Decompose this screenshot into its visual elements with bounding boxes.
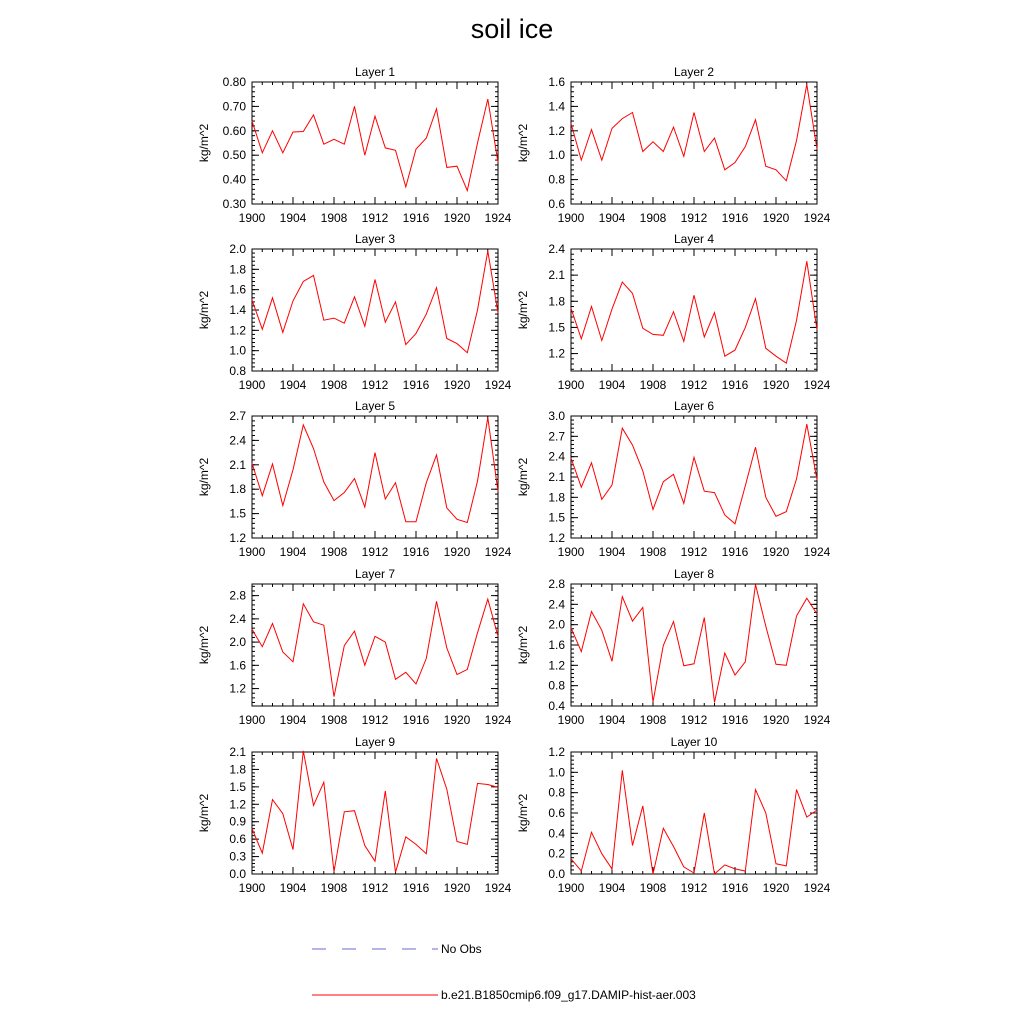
- plot-frame-layer-7: [252, 584, 498, 706]
- x-tick-label: 1916: [402, 211, 430, 225]
- y-tick-label: 1.2: [548, 658, 565, 673]
- x-tick-label: 1920: [762, 378, 790, 392]
- x-tick-label: 1920: [443, 211, 471, 225]
- legend-model-label: b.e21.B1850cmip6.f09_g17.DAMIP-hist-aer.003: [441, 988, 696, 1002]
- y-tick-label: 1.2: [229, 797, 246, 812]
- y-tick-label: 0.6: [229, 832, 246, 847]
- legend-obs-line: [312, 944, 442, 954]
- x-tick-label: 1920: [443, 545, 471, 559]
- x-tick-label: 1920: [443, 378, 471, 392]
- panel-title-layer-5: Layer 5: [354, 399, 396, 413]
- series-line-layer-1: [252, 99, 498, 191]
- x-tick-label: 1908: [639, 378, 667, 392]
- y-tick-label: 2.7: [229, 409, 246, 423]
- x-tick-label: 1904: [598, 378, 626, 392]
- y-tick-label: 2.0: [229, 242, 246, 256]
- x-tick-label: 1916: [721, 378, 749, 392]
- x-tick-label: 1904: [279, 211, 307, 225]
- x-tick-label: 1916: [721, 211, 749, 225]
- x-tick-label: 1916: [402, 378, 430, 392]
- y-tick-label: 2.4: [229, 433, 246, 448]
- x-tick-label: 1920: [762, 211, 790, 225]
- x-tick-label: 1900: [238, 545, 266, 559]
- y-tick-label: 2.1: [229, 745, 246, 759]
- y-axis-label-layer-4: kg/m^2: [516, 290, 530, 330]
- y-tick-label: 1.2: [229, 681, 246, 696]
- y-tick-label: 1.6: [229, 658, 246, 673]
- x-tick-label: 1924: [484, 713, 512, 727]
- y-tick-label: 0.3: [229, 849, 246, 864]
- y-tick-label: 1.8: [548, 294, 565, 309]
- series-line-layer-8: [571, 585, 817, 703]
- x-tick-label: 1916: [402, 713, 430, 727]
- x-tick-label: 1912: [680, 545, 708, 559]
- y-tick-label: 3.0: [548, 409, 565, 423]
- series-line-layer-9: [252, 751, 498, 873]
- series-line-layer-3: [252, 251, 498, 353]
- y-tick-label: 0.2: [548, 846, 565, 861]
- y-axis-label-layer-10: kg/m^2: [516, 793, 530, 833]
- y-tick-label: 2.1: [548, 268, 565, 283]
- x-tick-label: 1912: [361, 211, 389, 225]
- x-tick-label: 1912: [680, 211, 708, 225]
- panel-title-layer-7: Layer 7: [354, 567, 396, 581]
- x-tick-label: 1908: [320, 378, 348, 392]
- x-tick-label: 1904: [598, 881, 626, 895]
- x-tick-label: 1908: [320, 211, 348, 225]
- x-tick-label: 1924: [803, 378, 831, 392]
- y-tick-label: 2.4: [548, 597, 565, 612]
- y-tick-label: 1.2: [548, 123, 565, 138]
- x-tick-label: 1900: [557, 881, 585, 895]
- y-tick-label: 0.9: [229, 814, 246, 829]
- y-tick-label: 1.8: [229, 262, 246, 277]
- y-tick-label: 1.0: [229, 343, 246, 358]
- y-tick-label: 0.60: [222, 123, 246, 138]
- x-tick-label: 1916: [402, 545, 430, 559]
- x-tick-label: 1912: [361, 545, 389, 559]
- x-tick-label: 1900: [557, 545, 585, 559]
- x-tick-label: 1904: [279, 545, 307, 559]
- panel-title-layer-10: Layer 10: [670, 735, 718, 749]
- x-tick-label: 1904: [598, 713, 626, 727]
- x-tick-label: 1908: [320, 881, 348, 895]
- x-tick-label: 1904: [279, 378, 307, 392]
- y-tick-label: 1.5: [229, 506, 246, 521]
- y-tick-label: 1.5: [548, 510, 565, 525]
- x-tick-label: 1916: [402, 881, 430, 895]
- legend-model-line: [312, 990, 442, 1000]
- panel-title-layer-2: Layer 2: [673, 65, 715, 79]
- x-tick-label: 1908: [320, 545, 348, 559]
- y-tick-label: 2.8: [548, 577, 565, 591]
- series-line-layer-10: [571, 770, 817, 874]
- y-tick-label: 1.6: [548, 75, 565, 89]
- y-tick-label: 1.5: [229, 779, 246, 794]
- y-tick-label: 1.0: [548, 765, 565, 780]
- y-tick-label: 1.2: [548, 745, 565, 759]
- x-tick-label: 1912: [361, 881, 389, 895]
- plot-frame-layer-1: [252, 82, 498, 204]
- y-tick-label: 2.4: [229, 611, 246, 626]
- panel-title-layer-1: Layer 1: [354, 65, 396, 79]
- x-tick-label: 1908: [639, 211, 667, 225]
- y-tick-label: 0.8: [548, 785, 565, 800]
- x-tick-label: 1908: [320, 713, 348, 727]
- y-tick-label: 0.8: [548, 172, 565, 187]
- y-tick-label: 1.2: [548, 531, 565, 545]
- x-tick-label: 1900: [238, 378, 266, 392]
- series-line-layer-7: [252, 599, 498, 697]
- x-tick-label: 1900: [557, 378, 585, 392]
- y-tick-label: 2.4: [548, 449, 565, 464]
- y-tick-label: 2.8: [229, 588, 246, 603]
- x-tick-label: 1904: [279, 881, 307, 895]
- x-tick-label: 1916: [721, 713, 749, 727]
- series-line-layer-5: [252, 418, 498, 523]
- y-axis-label-layer-1: kg/m^2: [197, 123, 211, 163]
- x-tick-label: 1924: [803, 211, 831, 225]
- x-tick-label: 1900: [238, 881, 266, 895]
- x-tick-label: 1920: [443, 713, 471, 727]
- y-tick-label: 1.2: [229, 531, 246, 545]
- y-tick-label: 1.4: [548, 99, 565, 114]
- y-tick-label: 1.2: [548, 346, 565, 361]
- y-axis-label-layer-2: kg/m^2: [516, 123, 530, 163]
- x-tick-label: 1924: [803, 545, 831, 559]
- y-axis-label-layer-9: kg/m^2: [197, 793, 211, 833]
- x-tick-label: 1912: [680, 378, 708, 392]
- x-tick-label: 1912: [680, 713, 708, 727]
- plot-frame-layer-9: [252, 752, 498, 874]
- x-tick-label: 1920: [762, 545, 790, 559]
- x-tick-label: 1904: [279, 713, 307, 727]
- x-tick-label: 1924: [803, 713, 831, 727]
- x-tick-label: 1900: [238, 211, 266, 225]
- y-tick-label: 2.0: [229, 635, 246, 650]
- plot-frame-layer-6: [571, 416, 817, 538]
- panel-title-layer-6: Layer 6: [673, 399, 715, 413]
- y-tick-label: 1.5: [548, 320, 565, 335]
- plot-frame-layer-8: [571, 584, 817, 706]
- x-tick-label: 1920: [443, 881, 471, 895]
- y-tick-label: 2.0: [548, 617, 565, 632]
- y-tick-label: 0.4: [548, 699, 565, 713]
- x-tick-label: 1920: [762, 881, 790, 895]
- panel-title-layer-3: Layer 3: [354, 232, 396, 246]
- y-tick-label: 2.1: [229, 457, 246, 472]
- panel-title-layer-8: Layer 8: [673, 567, 715, 581]
- y-tick-label: 0.0: [229, 867, 246, 881]
- figure-title: soil ice: [470, 14, 554, 44]
- plot-frame-layer-3: [252, 249, 498, 371]
- plot-frame-layer-5: [252, 416, 498, 538]
- y-tick-label: 1.8: [229, 762, 246, 777]
- panel-title-layer-9: Layer 9: [354, 735, 396, 749]
- y-axis-label-layer-7: kg/m^2: [197, 625, 211, 665]
- panel-title-layer-4: Layer 4: [673, 232, 715, 246]
- y-axis-label-layer-5: kg/m^2: [197, 457, 211, 497]
- y-tick-label: 0.40: [222, 172, 246, 187]
- y-tick-label: 2.4: [548, 242, 565, 256]
- x-tick-label: 1900: [557, 713, 585, 727]
- y-tick-label: 0.8: [548, 678, 565, 693]
- y-tick-label: 0.6: [548, 197, 565, 211]
- y-tick-label: 0.6: [548, 806, 565, 820]
- x-tick-label: 1904: [598, 545, 626, 559]
- y-tick-label: 0.30: [222, 197, 246, 211]
- y-tick-label: 2.1: [548, 470, 565, 484]
- y-tick-label: 0.70: [222, 99, 246, 114]
- x-tick-label: 1924: [484, 881, 512, 895]
- y-tick-label: 0.0: [548, 867, 565, 881]
- y-tick-label: 0.80: [222, 75, 246, 89]
- y-tick-label: 1.8: [229, 482, 246, 497]
- x-tick-label: 1924: [484, 545, 512, 559]
- y-tick-label: 1.4: [229, 303, 246, 317]
- x-tick-label: 1904: [598, 211, 626, 225]
- legend-obs-label: No Obs: [441, 942, 482, 956]
- y-tick-label: 2.7: [548, 429, 565, 444]
- y-tick-label: 0.50: [222, 148, 246, 163]
- y-tick-label: 1.6: [229, 282, 246, 297]
- y-tick-label: 1.8: [548, 490, 565, 505]
- y-tick-label: 1.2: [229, 323, 246, 338]
- x-tick-label: 1924: [484, 211, 512, 225]
- x-tick-label: 1908: [639, 545, 667, 559]
- x-tick-label: 1912: [361, 713, 389, 727]
- x-tick-label: 1912: [361, 378, 389, 392]
- plot-frame-layer-2: [571, 82, 817, 204]
- x-tick-label: 1912: [680, 881, 708, 895]
- x-tick-label: 1908: [639, 881, 667, 895]
- y-tick-label: 0.8: [229, 364, 246, 378]
- x-tick-label: 1916: [721, 545, 749, 559]
- y-axis-label-layer-6: kg/m^2: [516, 457, 530, 497]
- plot-frame-layer-10: [571, 752, 817, 874]
- y-tick-label: 1.6: [548, 638, 565, 652]
- y-axis-label-layer-8: kg/m^2: [516, 625, 530, 665]
- plot-frame-layer-4: [571, 249, 817, 371]
- x-tick-label: 1916: [721, 881, 749, 895]
- y-tick-label: 1.0: [548, 148, 565, 163]
- series-line-layer-4: [571, 261, 817, 363]
- series-line-layer-6: [571, 424, 817, 524]
- x-tick-label: 1924: [484, 378, 512, 392]
- x-tick-label: 1900: [238, 713, 266, 727]
- x-tick-label: 1908: [639, 713, 667, 727]
- series-line-layer-2: [571, 84, 817, 180]
- x-tick-label: 1924: [803, 881, 831, 895]
- y-axis-label-layer-3: kg/m^2: [197, 290, 211, 330]
- y-tick-label: 0.4: [548, 826, 565, 841]
- x-tick-label: 1900: [557, 211, 585, 225]
- x-tick-label: 1920: [762, 713, 790, 727]
